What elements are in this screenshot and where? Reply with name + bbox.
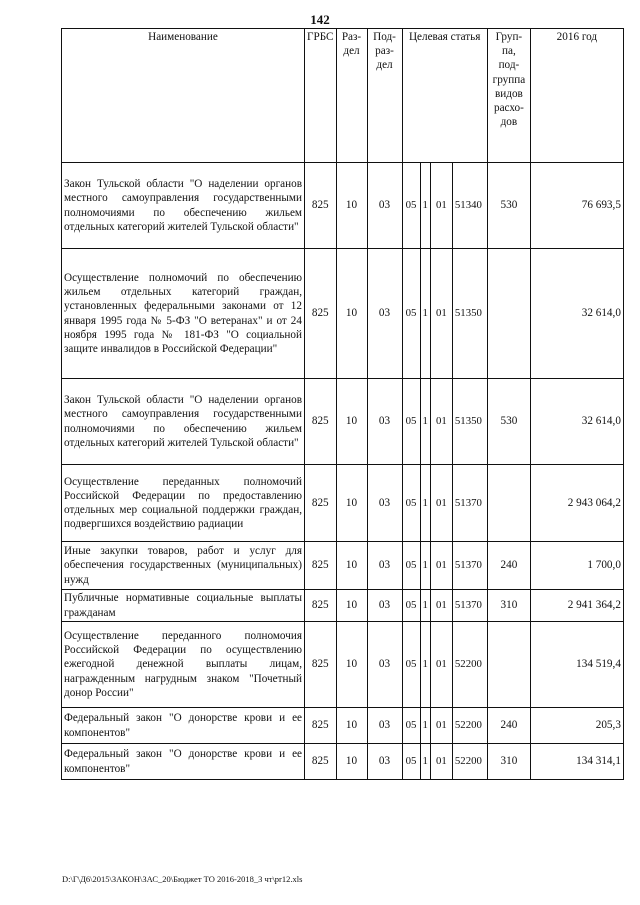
header-grbs: ГРБС bbox=[305, 29, 337, 163]
row-podrazdel: 03 bbox=[367, 744, 402, 780]
row-target-subprogram: 1 bbox=[420, 708, 430, 744]
row-target-program: 05 bbox=[402, 744, 420, 780]
table-row bbox=[62, 465, 624, 542]
row-target-subprogram: 1 bbox=[420, 379, 430, 465]
row-name: Иные закупки товаров, работ и услуг для обеспечения государственных (муниципальных) нужд bbox=[62, 542, 305, 590]
row-razdel: 10 bbox=[336, 465, 367, 542]
row-podrazdel: 03 bbox=[367, 249, 402, 379]
row-expense-group bbox=[487, 249, 530, 379]
row-amount-2016: 32 614,0 bbox=[530, 249, 623, 379]
row-target-direction: 51370 bbox=[452, 590, 487, 622]
table-row bbox=[62, 249, 624, 379]
row-grbs: 825 bbox=[305, 465, 337, 542]
table-row bbox=[62, 622, 624, 708]
row-target-direction: 51350 bbox=[452, 249, 487, 379]
row-target-program: 05 bbox=[402, 379, 420, 465]
row-grbs: 825 bbox=[305, 249, 337, 379]
row-target-direction: 52200 bbox=[452, 744, 487, 780]
row-razdel: 10 bbox=[336, 744, 367, 780]
row-expense-group: 530 bbox=[487, 379, 530, 465]
row-podrazdel: 03 bbox=[367, 465, 402, 542]
table-row bbox=[62, 542, 624, 590]
row-razdel: 10 bbox=[336, 622, 367, 708]
row-expense-group bbox=[487, 622, 530, 708]
row-razdel: 10 bbox=[336, 590, 367, 622]
row-expense-group: 530 bbox=[487, 163, 530, 249]
row-podrazdel: 03 bbox=[367, 379, 402, 465]
row-target-main-event: 01 bbox=[430, 249, 452, 379]
row-name: Осуществление переданного полномочия Российской Федерации по осуществлению ежегодной денежной выплаты лицам, награжденным нагрудным знаком "Почетный донор России" bbox=[62, 622, 305, 708]
row-target-program: 05 bbox=[402, 590, 420, 622]
row-target-main-event: 01 bbox=[430, 542, 452, 590]
row-podrazdel: 03 bbox=[367, 590, 402, 622]
row-target-direction: 51340 bbox=[452, 163, 487, 249]
row-name: Федеральный закон "О донорстве крови и ее компонентов" bbox=[62, 708, 305, 744]
row-amount-2016: 134 314,1 bbox=[530, 744, 623, 780]
row-target-direction: 52200 bbox=[452, 622, 487, 708]
table-row bbox=[62, 708, 624, 744]
row-grbs: 825 bbox=[305, 163, 337, 249]
row-amount-2016: 76 693,5 bbox=[530, 163, 623, 249]
row-grbs: 825 bbox=[305, 622, 337, 708]
row-name: Закон Тульской области "О наделении органов местного самоуправления государственными полномочиями по обеспечению жильем отдельных категорий жителей Тульской области" bbox=[62, 379, 305, 465]
row-target-subprogram: 1 bbox=[420, 465, 430, 542]
row-name: Федеральный закон "О донорстве крови и ее компонентов" bbox=[62, 744, 305, 780]
row-expense-group bbox=[487, 465, 530, 542]
row-target-main-event: 01 bbox=[430, 622, 452, 708]
row-target-main-event: 01 bbox=[430, 708, 452, 744]
row-target-subprogram: 1 bbox=[420, 744, 430, 780]
row-grbs: 825 bbox=[305, 590, 337, 622]
row-name: Осуществление переданных полномочий Российской Федерации по предоставлению отдельных мер социальной поддержки граждан, подвергшихся воздействию радиации bbox=[62, 465, 305, 542]
row-podrazdel: 03 bbox=[367, 163, 402, 249]
row-target-subprogram: 1 bbox=[420, 249, 430, 379]
row-target-subprogram: 1 bbox=[420, 163, 430, 249]
row-razdel: 10 bbox=[336, 249, 367, 379]
row-target-direction: 51350 bbox=[452, 379, 487, 465]
row-target-program: 05 bbox=[402, 163, 420, 249]
row-target-subprogram: 1 bbox=[420, 590, 430, 622]
row-amount-2016: 32 614,0 bbox=[530, 379, 623, 465]
row-target-direction: 52200 bbox=[452, 708, 487, 744]
row-amount-2016: 1 700,0 bbox=[530, 542, 623, 590]
header-expense-group: Груп- па, под- группа видов расхо- дов bbox=[487, 29, 530, 163]
row-target-main-event: 01 bbox=[430, 379, 452, 465]
row-name: Осуществление полномочий по обеспечению жильем отдельных категорий граждан, установленных федеральными законами от 12 января 1995 года № 5-ФЗ "О ветеранах" и от 24 ноября 1995 года № 181-ФЗ "О социальной защите инвалидов в Российской Федерации" bbox=[62, 249, 305, 379]
table-row bbox=[62, 590, 624, 622]
row-grbs: 825 bbox=[305, 708, 337, 744]
row-razdel: 10 bbox=[336, 708, 367, 744]
page-number: 142 bbox=[310, 12, 330, 27]
row-name: Публичные нормативные социальные выплаты гражданам bbox=[62, 590, 305, 622]
row-podrazdel: 03 bbox=[367, 542, 402, 590]
row-target-program: 05 bbox=[402, 465, 420, 542]
row-target-program: 05 bbox=[402, 708, 420, 744]
header-target-article: Целевая статья bbox=[402, 29, 487, 163]
row-amount-2016: 134 519,4 bbox=[530, 622, 623, 708]
row-amount-2016: 205,3 bbox=[530, 708, 623, 744]
row-expense-group: 240 bbox=[487, 542, 530, 590]
row-expense-group: 310 bbox=[487, 744, 530, 780]
table-row bbox=[62, 744, 624, 780]
row-target-program: 05 bbox=[402, 249, 420, 379]
row-razdel: 10 bbox=[336, 163, 367, 249]
row-target-program: 05 bbox=[402, 622, 420, 708]
row-grbs: 825 bbox=[305, 542, 337, 590]
header-razdel: Раз- дел bbox=[336, 29, 367, 163]
row-expense-group: 240 bbox=[487, 708, 530, 744]
header-year-2016: 2016 год bbox=[530, 29, 623, 163]
budget-table bbox=[61, 28, 624, 780]
row-target-subprogram: 1 bbox=[420, 622, 430, 708]
row-target-main-event: 01 bbox=[430, 465, 452, 542]
table-row bbox=[62, 163, 624, 249]
row-amount-2016: 2 943 064,2 bbox=[530, 465, 623, 542]
header-row bbox=[62, 29, 624, 163]
row-razdel: 10 bbox=[336, 379, 367, 465]
row-expense-group: 310 bbox=[487, 590, 530, 622]
row-target-direction: 51370 bbox=[452, 465, 487, 542]
row-target-main-event: 01 bbox=[430, 590, 452, 622]
row-target-direction: 51370 bbox=[452, 542, 487, 590]
row-razdel: 10 bbox=[336, 542, 367, 590]
row-target-main-event: 01 bbox=[430, 744, 452, 780]
file-path-footer: D:\Г\Д6\2015\ЗАКОН\ЗАС_20\Бюджет ТО 2016-2018_3 чт\pr12.xls bbox=[62, 874, 303, 884]
row-target-program: 05 bbox=[402, 542, 420, 590]
row-amount-2016: 2 941 364,2 bbox=[530, 590, 623, 622]
row-target-subprogram: 1 bbox=[420, 542, 430, 590]
header-name: Наименование bbox=[62, 29, 305, 163]
row-podrazdel: 03 bbox=[367, 708, 402, 744]
row-grbs: 825 bbox=[305, 744, 337, 780]
row-name: Закон Тульской области "О наделении органов местного самоуправления государственными полномочиями по обеспечению жильем отдельных категорий жителей Тульской области" bbox=[62, 163, 305, 249]
header-podrazdel: Под- раз- дел bbox=[367, 29, 402, 163]
row-podrazdel: 03 bbox=[367, 622, 402, 708]
row-grbs: 825 bbox=[305, 379, 337, 465]
table-row bbox=[62, 379, 624, 465]
row-target-main-event: 01 bbox=[430, 163, 452, 249]
